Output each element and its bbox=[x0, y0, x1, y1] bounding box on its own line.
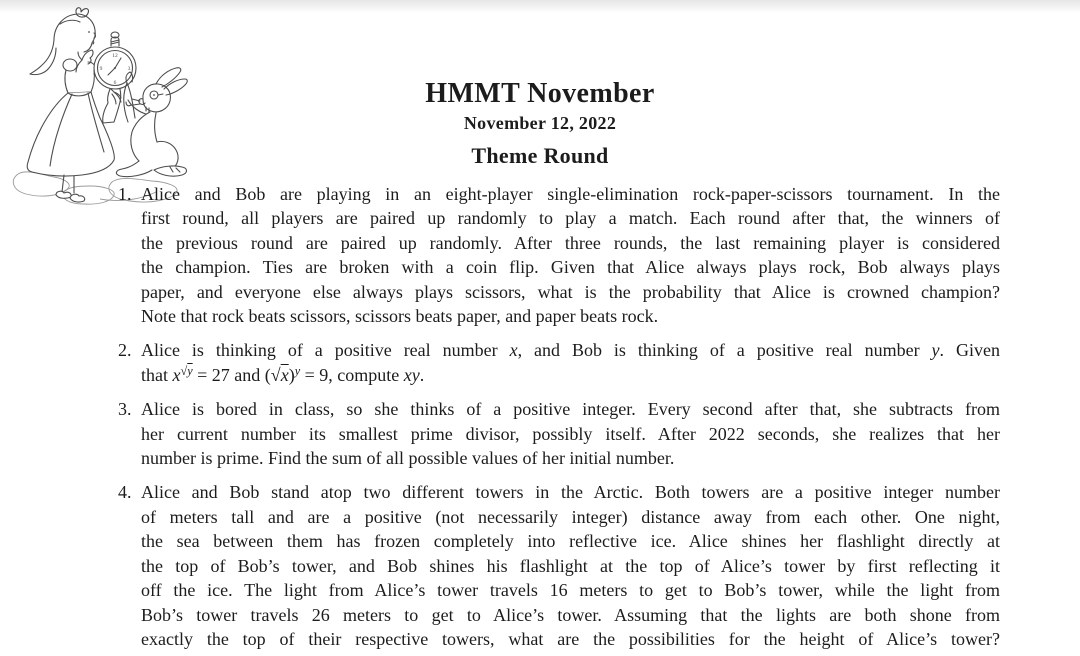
problem-text bbox=[141, 338, 1000, 387]
problem-line: Bob’s tower travels 26 meters to get to Alice’s tower. Assuming that the lights are both shone from bbox=[141, 604, 1000, 625]
problem-text bbox=[141, 397, 1000, 470]
page-date: November 12, 2022 bbox=[463, 113, 617, 133]
problem-line: that $x^{√y} = 27$ and $(√x)^y = 9$, compute xy. bbox=[141, 363, 425, 385]
problem-line: exactly the top of their respective towers, what are the possibilities for the height of Alice’s tower? bbox=[141, 628, 1000, 649]
problem-text bbox=[141, 480, 1000, 651]
problem-line: her current number its smallest prime divisor, possibly itself. After 2022 seconds, she realizes that her bbox=[141, 423, 1000, 444]
problem-text bbox=[141, 182, 1000, 328]
problem-line: Note that rock beats scissors, scissors beats paper, and paper beats rock. bbox=[141, 306, 659, 327]
problem-line: the champion. Ties are broken with a coin flip. Given that Alice always plays rock, Bob always plays bbox=[141, 257, 1000, 278]
clock-number-6: 6 bbox=[113, 80, 117, 86]
problem-line: the sea between them has frozen completely into reflective ice. Alice shines her flashlight directly at bbox=[141, 531, 1000, 552]
problem-item bbox=[118, 397, 1000, 470]
document-header bbox=[0, 80, 1080, 168]
problem-item bbox=[118, 338, 1000, 387]
problem-line: Alice is thinking of a positive real number x, and Bob is thinking of a positive real number y. Given bbox=[141, 340, 1000, 361]
problem-number: 2. bbox=[118, 340, 132, 361]
clock-number-3: 3 bbox=[127, 66, 131, 72]
problem-number: 1. bbox=[118, 184, 132, 204]
problem-item bbox=[118, 182, 1000, 328]
problem-line: the previous round are paired up randomly. After three rounds, the last remaining player is considered bbox=[141, 232, 1000, 253]
problem-line: number is prime. Find the sum of all possible values of her initial number. bbox=[141, 448, 675, 469]
problem-line: Alice and Bob are playing in an eight-player single-elimination rock-paper-scissors tournament. In the bbox=[141, 184, 1000, 204]
problem-number: 3. bbox=[118, 399, 132, 420]
page-title: HMMT November bbox=[425, 78, 655, 109]
problem-line: off the ice. The light from Alice’s tower travels 16 meters to get to Bob’s tower, while the light from bbox=[141, 580, 1000, 601]
problem-line: of meters tall and are a positive (not necessarily integer) distance away from each other. One night, bbox=[141, 506, 1000, 527]
problem-line: first round, all players are paired up randomly to play a match. Each round after that, the winners of bbox=[141, 208, 1000, 229]
problem-line: paper, and everyone else always plays scissors, what is the probability that Alice is crowned champion? bbox=[141, 281, 1000, 302]
problem-item bbox=[118, 480, 1000, 651]
problem-list bbox=[118, 182, 1000, 656]
clock-number-9: 9 bbox=[99, 66, 103, 72]
problem-line: the top of Bob’s tower, and Bob shines his flashlight at the top of Alice’s tower by first reflecting it bbox=[141, 555, 1000, 576]
problem-number: 4. bbox=[118, 482, 132, 503]
problem-line: Alice is bored in class, so she thinks of a positive integer. Every second after that, she subtracts from bbox=[141, 399, 1000, 420]
clock-number-12: 12 bbox=[112, 53, 118, 59]
problem-line: Alice and Bob stand atop two different towers in the Arctic. Both towers are a positive integer number bbox=[141, 482, 1000, 503]
round-title: Theme Round bbox=[471, 143, 609, 168]
